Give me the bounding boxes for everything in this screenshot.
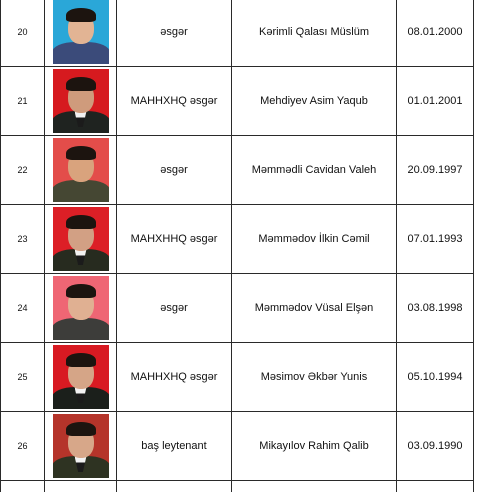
table-row: [1, 66, 473, 135]
birth-date-cell: 05.10.1994: [407, 371, 463, 383]
name-cell: Mehdiyev Asim Yaqub: [232, 67, 397, 135]
photo-cell: [45, 136, 117, 204]
rank-cell: MAHHXHQ əsgər: [117, 67, 232, 135]
name-cell: Mikayılov Rahim Qalib: [232, 412, 397, 480]
photo-cell: [45, 343, 117, 411]
portrait-photo: [53, 345, 109, 409]
rank-cell: əsgər: [117, 0, 232, 66]
photo-cell: [45, 0, 117, 66]
portrait-photo: [53, 0, 109, 64]
name-cell: Məmmədli Cavidan Valeh: [232, 136, 397, 204]
table-row: [1, 342, 473, 411]
table-row: [1, 0, 473, 66]
rank-cell: baş leytenant: [117, 412, 232, 480]
rank-cell: əsgər: [117, 136, 232, 204]
birth-date-cell: 08.01.2000: [407, 26, 463, 38]
birth-date-cell: 03.08.1998: [407, 302, 463, 314]
portrait-photo: [53, 276, 109, 340]
table-row: [1, 411, 473, 480]
row-number: 20: [1, 0, 45, 66]
photo-cell: [45, 412, 117, 480]
photo-cell: [45, 205, 117, 273]
photo-cell: [45, 67, 117, 135]
portrait-photo: [53, 69, 109, 133]
name-cell: Məsimov Əkbər Yunis: [232, 343, 397, 411]
birth-date-cell: 20.09.1997: [407, 164, 463, 176]
rank-cell: [117, 481, 232, 492]
row-number: 26: [1, 412, 45, 480]
photo-cell: [45, 274, 117, 342]
portrait-photo: [53, 138, 109, 202]
rank-cell: MAHHXHQ əsgər: [117, 343, 232, 411]
table-row: [1, 135, 473, 204]
portrait-photo: [53, 207, 109, 271]
table-row: [1, 480, 473, 492]
table-row: [1, 204, 473, 273]
birth-date-cell: 07.01.1993: [407, 233, 463, 245]
birth-date-cell: 01.01.2001: [407, 95, 463, 107]
table-row: [1, 273, 473, 342]
photo-cell: [45, 481, 117, 492]
rank-cell: əsgər: [117, 274, 232, 342]
rank-cell: MAHXHHQ əsgər: [117, 205, 232, 273]
row-number: 25: [1, 343, 45, 411]
row-number: 24: [1, 274, 45, 342]
row-number: 21: [1, 67, 45, 135]
portrait-photo: [53, 414, 109, 478]
row-number: 23: [1, 205, 45, 273]
birth-date-cell: 03.09.1990: [407, 440, 463, 452]
name-cell: [232, 481, 397, 492]
name-cell: Məmmədov İlkin Cəmil: [232, 205, 397, 273]
row-number: [1, 481, 45, 492]
birth-date-cell: [397, 481, 473, 492]
name-cell: Məmmədov Vüsal Elşən: [232, 274, 397, 342]
row-number: 22: [1, 136, 45, 204]
name-cell: Kərimli Qalası Müslüm: [232, 0, 397, 66]
